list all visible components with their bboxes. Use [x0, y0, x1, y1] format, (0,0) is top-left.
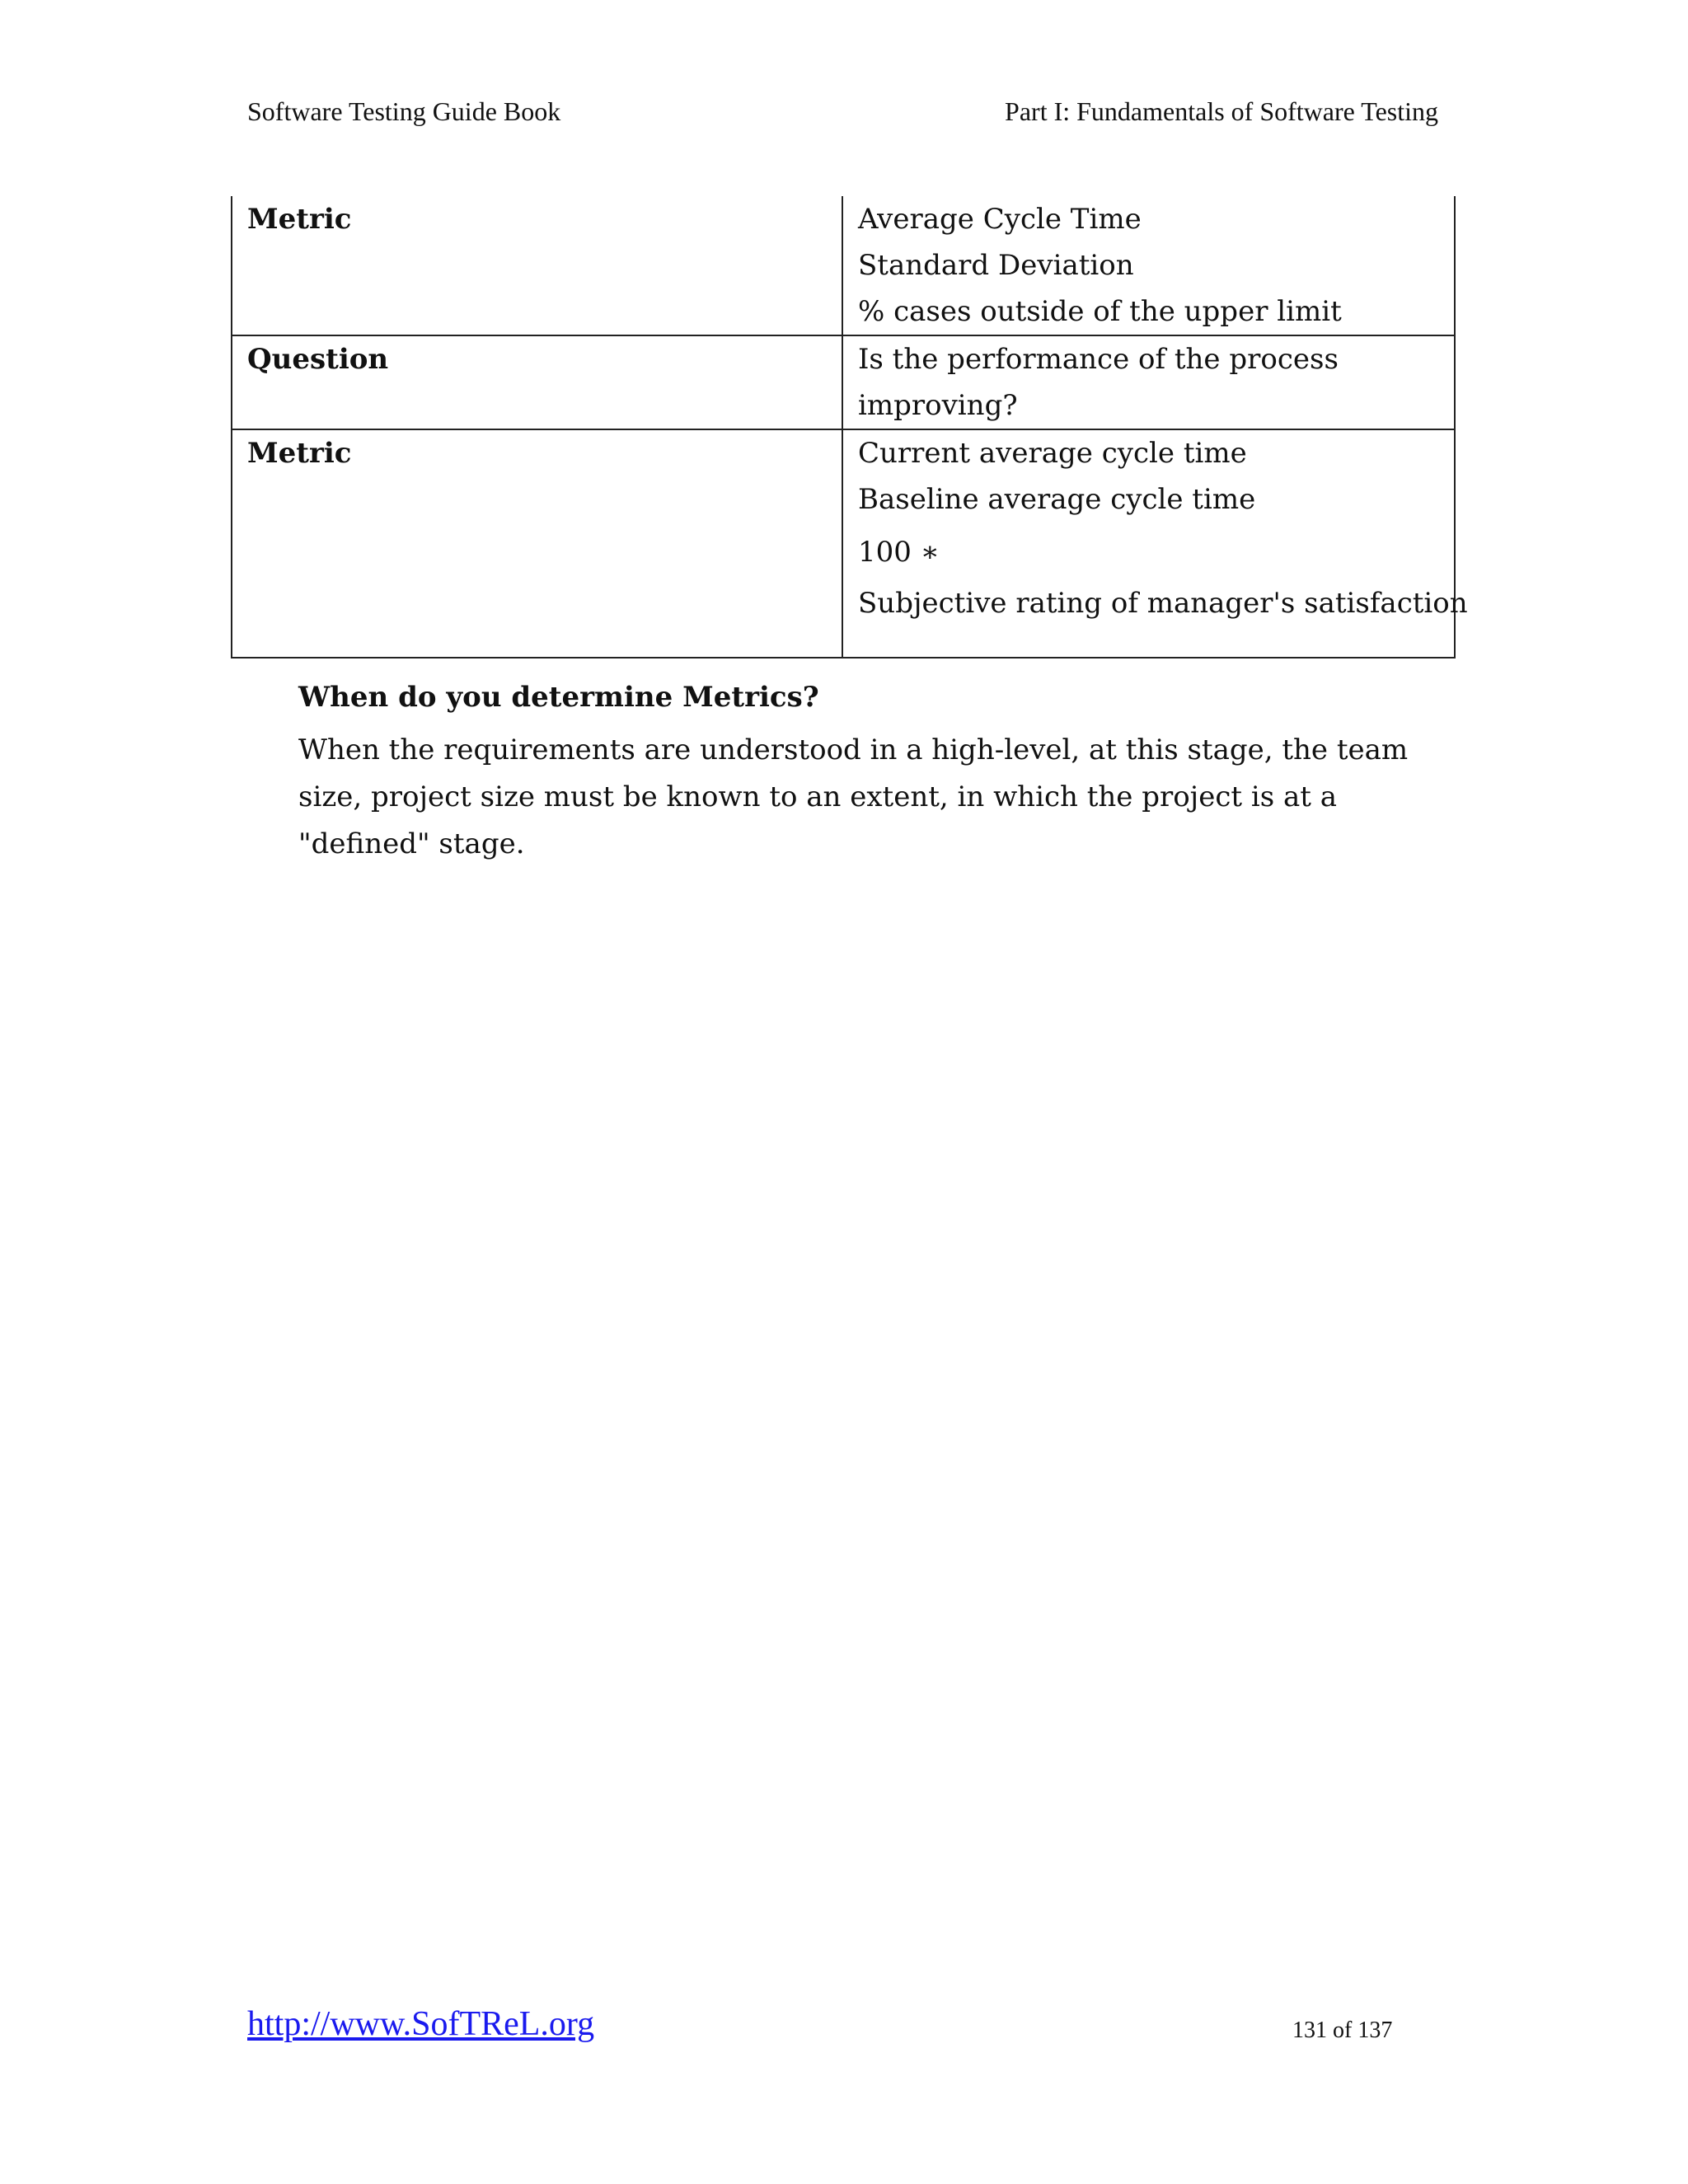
section-paragraph: When the requirements are understood in a high-level, at this stage, the team size, project size must be known to an extent, in which the project is at a "defined" stage. [298, 733, 1409, 860]
value-line: Baseline average cycle time [858, 483, 1256, 516]
metrics-table [231, 196, 1468, 658]
table-row [232, 196, 1455, 335]
row-label: Metric [232, 429, 842, 658]
footer-website-link[interactable]: http://www.SofTReL.org [247, 2005, 595, 2043]
running-header-title: Software Testing Guide Book [247, 96, 561, 126]
row-value [842, 196, 1455, 335]
value-line: % cases outside of the upper limit [858, 295, 1342, 328]
row-value [842, 335, 1455, 429]
value-line: Is the performance of the process improving? [858, 343, 1339, 422]
table-row [232, 335, 1455, 429]
running-header-part: Part I: Fundamentals of Software Testing [1005, 96, 1438, 126]
row-label: Metric [232, 196, 842, 335]
value-line: Standard Deviation [858, 249, 1134, 282]
value-line: Subjective rating of manager's satisfaction [858, 587, 1468, 620]
page-number: 131 of 137 [1292, 2018, 1393, 2043]
value-line: Average Cycle Time [858, 203, 1142, 236]
row-label: Question [232, 335, 842, 429]
table-row [232, 429, 1455, 658]
section-heading: When do you determine Metrics? [298, 681, 819, 714]
value-line: 100 ∗ [858, 536, 940, 569]
row-value [842, 429, 1468, 658]
value-line: Current average cycle time [858, 437, 1247, 470]
